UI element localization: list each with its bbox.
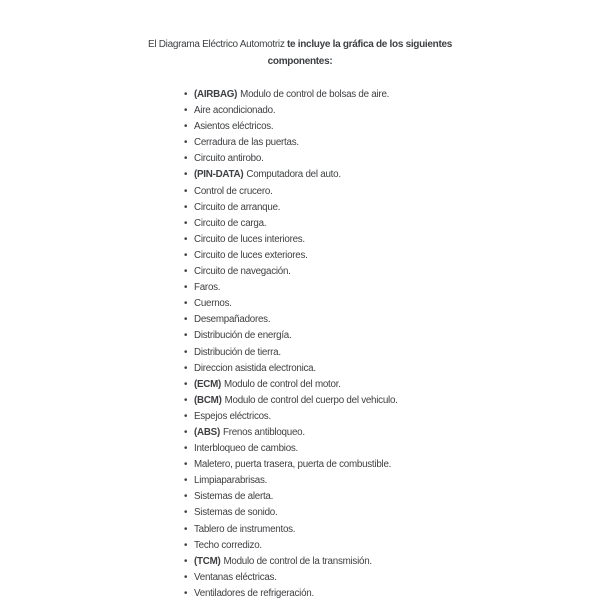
page-title [0, 37, 600, 70]
components-list [0, 89, 398, 600]
list-item [194, 121, 398, 134]
list-item-text: Direccion asistida electronica. [194, 362, 316, 374]
list-item-text: Cuernos. [194, 298, 232, 310]
list-item [194, 459, 398, 472]
list-item [194, 475, 398, 488]
list-item-bold-prefix: (ECM) [194, 378, 222, 390]
list-item [194, 588, 398, 600]
list-item [194, 443, 398, 456]
list-item-text: Modulo de control del motor. [224, 378, 341, 390]
list-item-bold-prefix: (BCM) [194, 394, 222, 406]
list-item [194, 379, 398, 392]
list-item-text: Ventiladores de refrigeración. [194, 587, 314, 599]
list-item-text: Modulo de control de bolsas de aire. [240, 89, 390, 100]
list-item-text: Distribución de tierra. [194, 346, 281, 358]
list-item-bold-prefix: (TCM) [194, 555, 221, 567]
list-item [194, 282, 398, 295]
list-item [194, 347, 398, 360]
list-item [194, 572, 398, 585]
list-item-text: Circuito antirobo. [194, 153, 264, 165]
list-item-text: Faros. [194, 282, 221, 294]
list-item-text: Tablero de instrumentos. [194, 523, 296, 535]
title-bold-text-line2: componentes: [267, 55, 333, 67]
list-item-text: Desempañadores. [194, 314, 271, 326]
list-item [194, 556, 398, 569]
list-item [194, 363, 398, 376]
page-title-line2 [0, 54, 600, 71]
list-item [194, 105, 398, 118]
list-item [194, 186, 398, 199]
list-item-text: Espejos eléctricos. [194, 410, 271, 422]
title-bold-text: te incluye la gráfica de los siguientes [287, 39, 453, 50]
list-item [194, 411, 398, 424]
list-item-text: Frenos antibloqueo. [222, 426, 305, 438]
list-item [194, 427, 398, 440]
list-item [194, 89, 398, 102]
list-item [194, 540, 398, 553]
list-item [194, 395, 398, 408]
list-item-text: Cerradura de las puertas. [194, 137, 299, 149]
title-regular-text: El Diagrama Eléctrico Automotriz [147, 39, 287, 50]
list-item-text: Techo corredizo. [194, 539, 262, 551]
list-item [194, 491, 398, 504]
list-item-text: Interbloqueo de cambios. [194, 443, 299, 455]
list-item [194, 250, 398, 263]
list-item [194, 298, 398, 311]
list-item [194, 234, 398, 247]
list-item [194, 314, 398, 327]
list-item [194, 266, 398, 279]
list-item-bold-prefix: (ABS) [194, 426, 220, 438]
list-item-text: Circuito de arranque. [194, 201, 281, 213]
list-item-text: Distribución de energía. [194, 330, 292, 342]
list-item-bold-prefix: (AIRBAG) [194, 89, 238, 100]
list-item-text: Asientos eléctricos. [194, 121, 274, 133]
list-item [194, 218, 398, 231]
list-item-text: Circuito de luces exteriores. [194, 249, 308, 261]
page-title-line1 [0, 37, 600, 54]
list-item [194, 524, 398, 537]
list-item-text: Aire acondicionado. [194, 105, 276, 117]
list-item-text: Maletero, puerta trasera, puerta de combustible. [194, 459, 392, 471]
list-item-text: Modulo de control del cuerpo del vehiculo. [224, 394, 398, 406]
list-item-text: Ventanas eléctricas. [194, 571, 277, 583]
list-item-text: Control de crucero. [194, 185, 273, 197]
list-item [194, 202, 398, 215]
list-item-text: Sistemas de sonido. [194, 507, 278, 519]
list-item-text: Modulo de control de la transmisión. [223, 555, 372, 567]
list-item-text: Limpiaparabrisas. [194, 475, 268, 487]
list-item-text: Computadora del auto. [246, 169, 341, 181]
list-item [194, 330, 398, 343]
list-item-text: Sistemas de alerta. [194, 491, 274, 503]
list-item [194, 153, 398, 166]
list-item-text: Circuito de navegación. [194, 266, 291, 278]
list-item-bold-prefix: (PIN-DATA) [194, 169, 244, 181]
list-item [194, 137, 398, 150]
list-item [194, 169, 398, 182]
list-item-text: Circuito de carga. [194, 217, 267, 229]
list-item [194, 507, 398, 520]
list-item-text: Circuito de luces interiores. [194, 233, 305, 245]
